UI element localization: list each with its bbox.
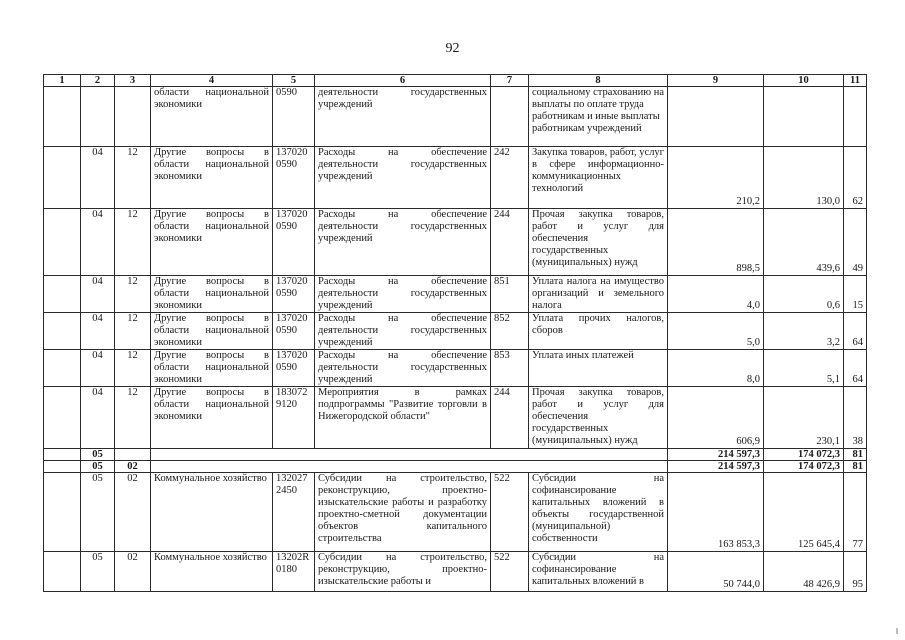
section-code: 05 [81, 449, 115, 461]
section-code: 04 [81, 209, 115, 276]
expense-type-code: 853 [491, 350, 529, 387]
target-article-code: 183072 9120 [273, 387, 315, 449]
executed-amount: 3,2 [764, 313, 844, 350]
section-code: 05 [81, 552, 115, 592]
target-article-name: Субсидии на строительство, реконструкцию, проектно-изыскательские работы и разработку проектно-сметной документации объектов капитального строительства [315, 473, 491, 552]
planned-amount: 210,2 [668, 147, 764, 209]
planned-amount: 4,0 [668, 276, 764, 313]
column-number: 5 [273, 75, 315, 87]
column-number: 10 [764, 75, 844, 87]
page-number: 92 [445, 41, 460, 56]
section-code: 05 [81, 461, 115, 473]
column-number: 11 [844, 75, 867, 87]
target-article-name: Расходы на обеспечение деятельности государственных учреждений [315, 350, 491, 387]
target-article-name: Расходы на обеспечение деятельности государственных учреждений [315, 209, 491, 276]
executed-amount: 130,0 [764, 147, 844, 209]
expense-type-code [491, 87, 529, 147]
target-article-code: 137020 0590 [273, 209, 315, 276]
section-name: Коммунальное хозяйство [151, 473, 273, 552]
target-article-name: Субсидии на строительство, реконструкцию, проектно-изыскательские работы и [315, 552, 491, 592]
planned-amount: 50 744,0 [668, 552, 764, 592]
target-article-code: 0590 [273, 87, 315, 147]
section-code: 04 [81, 350, 115, 387]
section-name: Коммунальное хозяйство [151, 552, 273, 592]
planned-amount: 163 853,3 [668, 473, 764, 552]
column-number: 3 [115, 75, 151, 87]
execution-percent: 62 [844, 147, 867, 209]
section-code: 05 [81, 473, 115, 552]
expense-type-name: Субсидии на софинансирование капитальных вложений в [529, 552, 668, 592]
expense-type-code: 244 [491, 209, 529, 276]
executed-amount: 174 072,3 [764, 461, 844, 473]
target-article-name: Расходы на обеспечение деятельности государственных учреждений [315, 313, 491, 350]
target-article-code: 137020 0590 [273, 313, 315, 350]
subsection-code: 02 [115, 461, 151, 473]
column-number: 4 [151, 75, 273, 87]
execution-percent: 77 [844, 473, 867, 552]
expense-type-name: социальному страхованию на выплаты по оплате труда работникам и иные выплаты работникам учреждений [529, 87, 668, 147]
expense-type-name: Уплата прочих налогов, сборов [529, 313, 668, 350]
executed-amount [764, 87, 844, 147]
planned-amount [668, 87, 764, 147]
table-row [44, 552, 867, 592]
subsection-code: 12 [115, 387, 151, 449]
subsection-total-row [44, 461, 867, 473]
scan-artifact [896, 628, 898, 634]
execution-percent: 64 [844, 313, 867, 350]
section-code: 04 [81, 387, 115, 449]
column-number: 9 [668, 75, 764, 87]
expense-type-code: 244 [491, 387, 529, 449]
column-number: 6 [315, 75, 491, 87]
target-article-code: 137020 0590 [273, 147, 315, 209]
target-article-code: 132027 2450 [273, 473, 315, 552]
section-name: Другие вопросы в области национальной экономики [151, 209, 273, 276]
execution-percent: 95 [844, 552, 867, 592]
expense-type-code: 522 [491, 473, 529, 552]
table-row [44, 350, 867, 387]
subsection-code: 02 [115, 552, 151, 592]
column-numbers-row [44, 75, 867, 87]
section-code: 04 [81, 276, 115, 313]
budget-table [43, 74, 867, 592]
subsection-code [115, 449, 151, 461]
section-name: Другие вопросы в области национальной экономики [151, 147, 273, 209]
expense-type-code: 522 [491, 552, 529, 592]
executed-amount: 174 072,3 [764, 449, 844, 461]
planned-amount: 5,0 [668, 313, 764, 350]
executed-amount: 5,1 [764, 350, 844, 387]
subsection-code: 02 [115, 473, 151, 552]
target-article-code: 137020 0590 [273, 276, 315, 313]
planned-amount: 898,5 [668, 209, 764, 276]
expense-type-name: Прочая закупка товаров, работ и услуг для обеспечения государственных (муниципальных) нужд [529, 209, 668, 276]
executed-amount: 48 426,9 [764, 552, 844, 592]
planned-amount: 8,0 [668, 350, 764, 387]
target-article-name: Мероприятия в рамках подпрограммы "Развитие торговли в Нижегородской области" [315, 387, 491, 449]
execution-percent: 15 [844, 276, 867, 313]
target-article-code: 13202R 0180 [273, 552, 315, 592]
table-row [44, 313, 867, 350]
subsection-code: 12 [115, 350, 151, 387]
planned-amount: 214 597,3 [668, 461, 764, 473]
target-article-name: деятельности государственных учреждений [315, 87, 491, 147]
table-row [44, 473, 867, 552]
column-number: 2 [81, 75, 115, 87]
expense-type-name: Уплата иных платежей [529, 350, 668, 387]
section-total-row [44, 449, 867, 461]
subsection-code: 12 [115, 313, 151, 350]
subsection-code [115, 87, 151, 147]
section-code: 04 [81, 147, 115, 209]
executed-amount: 439,6 [764, 209, 844, 276]
subsection-code: 12 [115, 276, 151, 313]
table-row [44, 87, 867, 147]
execution-percent: 38 [844, 387, 867, 449]
column-number: 7 [491, 75, 529, 87]
column-number: 8 [529, 75, 668, 87]
executed-amount: 0,6 [764, 276, 844, 313]
execution-percent [844, 87, 867, 147]
target-article-name: Расходы на обеспечение деятельности государственных учреждений [315, 276, 491, 313]
table-row [44, 147, 867, 209]
section-name: Другие вопросы в области национальной экономики [151, 276, 273, 313]
planned-amount: 214 597,3 [668, 449, 764, 461]
expense-type-name: Закупка товаров, работ, услуг в сфере информационно-коммуникационных технологий [529, 147, 668, 209]
expense-type-code: 242 [491, 147, 529, 209]
expense-type-name: Уплата налога на имущество организаций и земельного налога [529, 276, 668, 313]
section-code: 04 [81, 313, 115, 350]
target-article-code: 137020 0590 [273, 350, 315, 387]
section-name: Другие вопросы в области национальной экономики [151, 313, 273, 350]
subsection-code: 12 [115, 209, 151, 276]
section-name: Другие вопросы в области национальной экономики [151, 350, 273, 387]
expense-type-code: 852 [491, 313, 529, 350]
table-row [44, 387, 867, 449]
executed-amount: 230,1 [764, 387, 844, 449]
subsection-code: 12 [115, 147, 151, 209]
expense-type-name: Прочая закупка товаров, работ и услуг для обеспечения государственных (муниципальных) нужд [529, 387, 668, 449]
section-name: Другие вопросы в области национальной экономики [151, 387, 273, 449]
target-article-name: Расходы на обеспечение деятельности государственных учреждений [315, 147, 491, 209]
table-row [44, 276, 867, 313]
expense-type-name: Субсидии на софинансирование капитальных вложений в объекты государственной (муниципальной) собственности [529, 473, 668, 552]
planned-amount: 606,9 [668, 387, 764, 449]
section-name: области национальной экономики [151, 87, 273, 147]
expense-type-code: 851 [491, 276, 529, 313]
column-number: 1 [44, 75, 81, 87]
execution-percent: 81 [844, 461, 867, 473]
execution-percent: 81 [844, 449, 867, 461]
section-code [81, 87, 115, 147]
table-row [44, 209, 867, 276]
executed-amount: 125 645,4 [764, 473, 844, 552]
execution-percent: 64 [844, 350, 867, 387]
execution-percent: 49 [844, 209, 867, 276]
